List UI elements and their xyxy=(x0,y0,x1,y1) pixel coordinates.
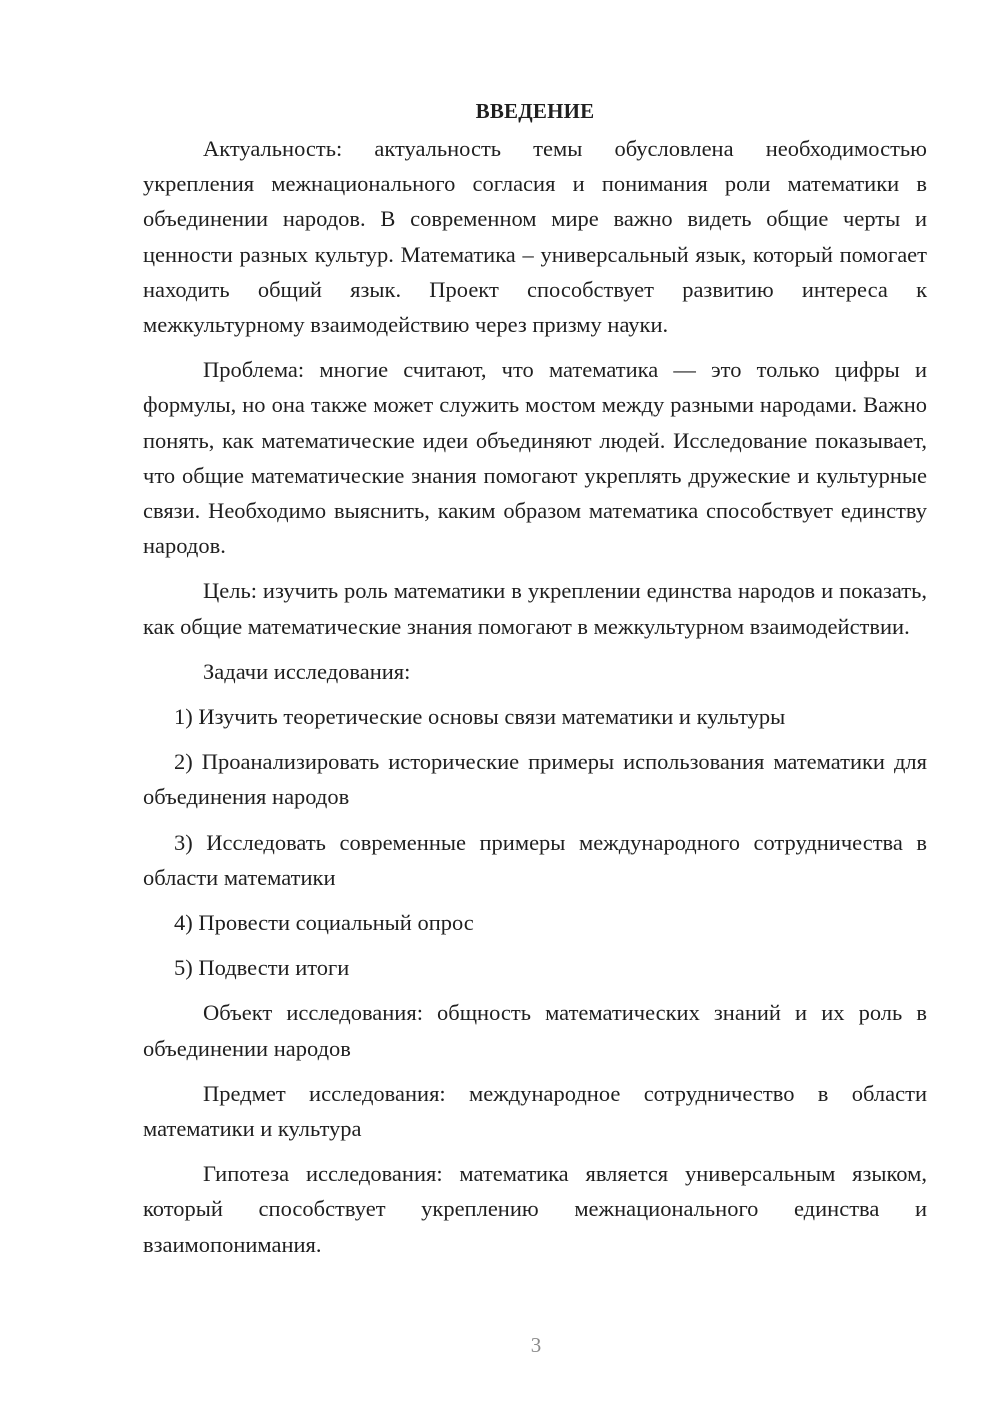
problem-paragraph: Проблема: многие считают, что математика — это только цифры и формулы, но она также может служить мостом между разными народами. Важно понять, как математические идеи объединяют людей. Исследование показывает, что общие математические знания помогают укреплять дружеские и культурные связи. Необходимо выяснить, каким образом математика способствует единству народов. xyxy=(143,357,927,559)
hypothesis-paragraph: Гипотеза исследования: математика является универсальным языком, который способствует укреплению межнационального единства и взаимопонимания. xyxy=(143,1161,927,1257)
task-item-3: 3) Исследовать современные примеры международного сотрудничества в области математики xyxy=(143,829,927,890)
task-item-4: 4) Провести социальный опрос xyxy=(174,910,474,936)
task-item-1: 1) Изучить теоретические основы связи математики и культуры xyxy=(174,704,786,730)
object-paragraph: Объект исследования: общность математических знаний и их роль в объединении народов xyxy=(143,1000,927,1061)
subject-paragraph: Предмет исследования: международное сотрудничество в области математики и культура xyxy=(143,1080,927,1142)
goal-paragraph: Цель: изучить роль математики в укреплении единства народов и показать, как общие математические знания помогают в межкультурном взаимодействии. xyxy=(143,578,927,639)
page-number: 3 xyxy=(530,1333,542,1357)
tasks-heading: Задачи исследования: xyxy=(203,658,411,684)
task-item-2: 2) Проанализировать исторические примеры использования математики для объединения народов xyxy=(143,749,927,810)
task-item-5: 5) Подвести итоги xyxy=(174,955,350,981)
document-page xyxy=(143,96,927,1272)
relevance-paragraph: Актуальность: актуальность темы обусловлена необходимостью укрепления межнационального согласия и понимания роли математики в объединении народов. В современном мире важно видеть общие черты и ценности разных культур. Математика – универсальный язык, который помогает находить общий язык. Проект способствует развитию интереса к межкультурному взаимодействию через призму науки. xyxy=(143,136,927,338)
page-title: ВВЕДЕНИЕ xyxy=(475,99,595,123)
